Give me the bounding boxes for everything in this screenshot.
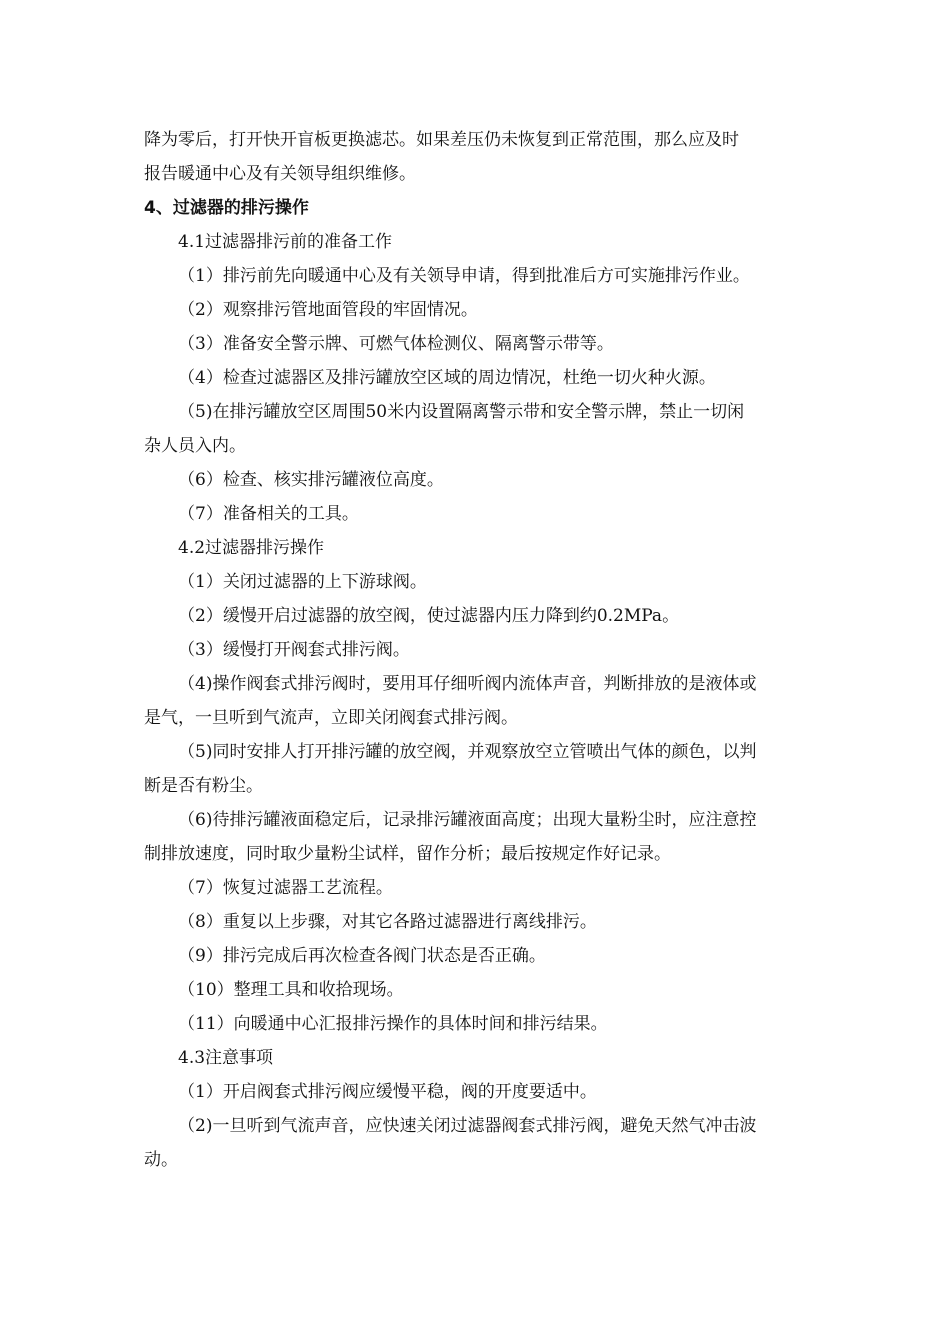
list-item: （7）准备相关的工具。 <box>178 504 359 524</box>
list-item: （6)待排污罐液面稳定后，记录排污罐液面高度；出现大量粉尘时，应注意控 <box>178 810 757 830</box>
list-item: （4)操作阀套式排污阀时，要用耳仔细听阀内流体声音，判断排放的是液体或 <box>178 674 757 694</box>
list-item: （3）准备安全警示牌、可燃气体检测仪、隔离警示带等。 <box>178 334 614 354</box>
paragraph-line: 报告暖通中心及有关领导组织维修。 <box>144 164 416 184</box>
list-item-continuation: 断是否有粉尘。 <box>144 776 263 796</box>
subsection-heading: 4.3注意事项 <box>178 1048 274 1068</box>
subsection-heading: 4.2过滤器排污操作 <box>178 538 325 558</box>
list-item: （3）缓慢打开阀套式排污阀。 <box>178 640 410 660</box>
list-item: （1）关闭过滤器的上下游球阀。 <box>178 572 427 592</box>
list-item: （11）向暖通中心汇报排污操作的具体时间和排污结果。 <box>178 1014 608 1034</box>
list-item: （2）观察排污管地面管段的牢固情况。 <box>178 300 478 320</box>
list-item: （1）开启阀套式排污阀应缓慢平稳，阀的开度要适中。 <box>178 1082 597 1102</box>
list-item-continuation: 杂人员入内。 <box>144 436 246 456</box>
list-item: （6）检查、核实排污罐液位高度。 <box>178 470 444 490</box>
list-item-continuation: 制排放速度，同时取少量粉尘试样，留作分析；最后按规定作好记录。 <box>144 844 671 864</box>
list-item: （2)一旦听到气流声音，应快速关闭过滤器阀套式排污阀，避免天然气冲击波 <box>178 1116 757 1136</box>
list-item: （4）检查过滤器区及排污罐放空区域的周边情况，杜绝一切火种火源。 <box>178 368 716 388</box>
list-item: （10）整理工具和收拾现场。 <box>178 980 404 1000</box>
list-item-continuation: 是气，一旦听到气流声，立即关闭阀套式排污阀。 <box>144 708 518 728</box>
list-item: （5)同时安排人打开排污罐的放空阀，并观察放空立管喷出气体的颜色，以判 <box>178 742 757 762</box>
section-heading: 4、过滤器的排污操作 <box>144 198 309 218</box>
list-item: （1）排污前先向暖通中心及有关领导申请，得到批准后方可实施排污作业。 <box>178 266 750 286</box>
list-item: （9）排污完成后再次检查各阀门状态是否正确。 <box>178 946 546 966</box>
list-item: （7）恢复过滤器工艺流程。 <box>178 878 393 898</box>
subsection-heading: 4.1过滤器排污前的准备工作 <box>178 232 393 252</box>
list-item: （2）缓慢开启过滤器的放空阀，使过滤器内压力降到约0.2MPa。 <box>178 606 680 626</box>
list-item: （8）重复以上步骤，对其它各路过滤器进行离线排污。 <box>178 912 597 932</box>
list-item-continuation: 动。 <box>144 1150 178 1170</box>
list-item: （5)在排污罐放空区周围50米内设置隔离警示带和安全警示牌，禁止一切闲 <box>178 402 745 422</box>
paragraph-line: 降为零后，打开快开盲板更换滤芯。如果差压仍未恢复到正常范围，那么应及时 <box>144 130 739 150</box>
